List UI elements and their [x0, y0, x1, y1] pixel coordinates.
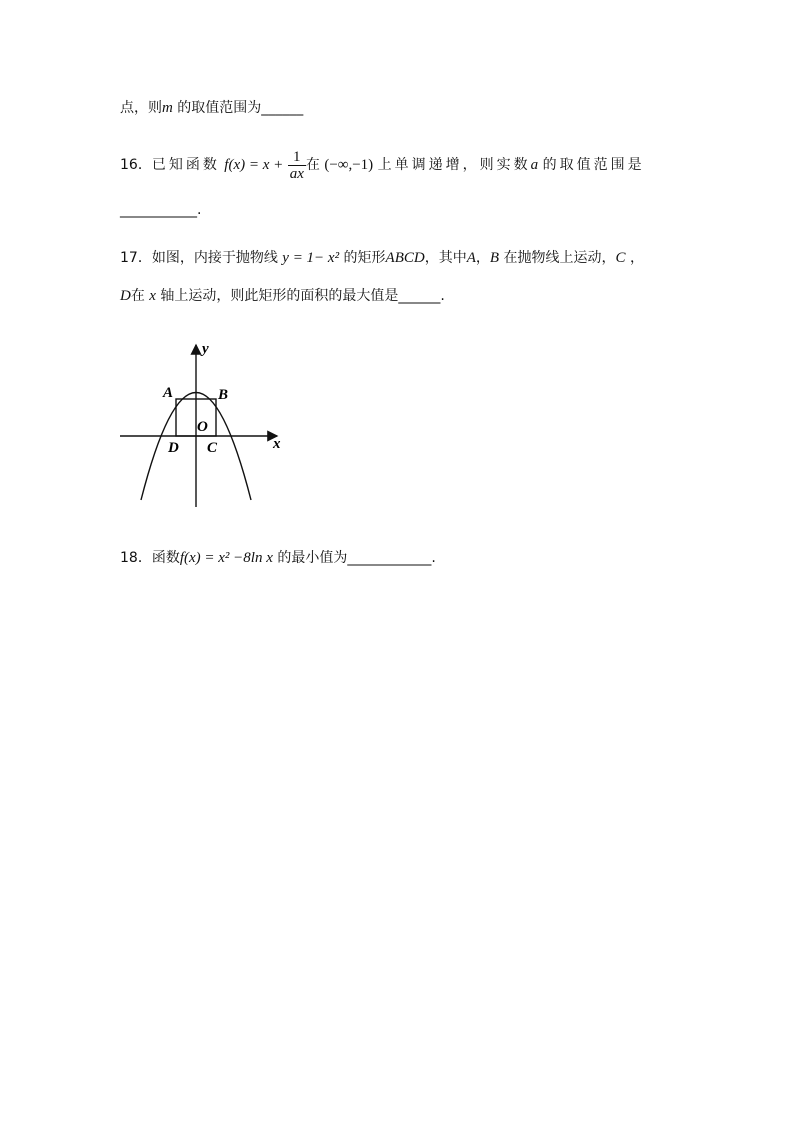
- q17-parabola: y = 1− x²: [282, 250, 340, 266]
- q17-figure: [115, 335, 295, 515]
- label-o: O: [197, 419, 208, 435]
- q16-fraction-numerator: 1: [288, 149, 306, 166]
- q17-point-c: C: [615, 250, 626, 266]
- q17-point-a: A: [466, 250, 476, 266]
- q16-number: 16．: [120, 157, 152, 173]
- q18-function: f(x) = x² −8ln x: [179, 550, 273, 566]
- q17-text-2: 的矩形: [343, 250, 386, 266]
- q15-text-1: 点，则: [120, 100, 162, 116]
- q17-point-d: D: [120, 288, 131, 304]
- q16-text-2: 在: [305, 157, 320, 173]
- q16-fraction: [288, 149, 306, 182]
- label-x: x: [273, 436, 281, 452]
- label-y: y: [202, 341, 209, 357]
- q17-text-4: 在抛物线上运动，: [503, 250, 616, 266]
- q17-text-1: 如图，内接于抛物线: [151, 250, 278, 266]
- q16-line-2: [120, 200, 201, 220]
- label-b: B: [218, 387, 229, 403]
- q17-rect: ABCD: [385, 250, 425, 266]
- q17-answer-blank[interactable]: ______.: [398, 288, 445, 304]
- q17-var-x: x: [149, 288, 156, 304]
- q16-answer-blank[interactable]: ___________.: [120, 202, 202, 218]
- q15-answer-blank[interactable]: ______: [261, 100, 304, 116]
- label-a: A: [163, 385, 174, 401]
- q18-text-1: 函数: [151, 550, 180, 566]
- label-c: C: [207, 440, 218, 456]
- q17-point-b: B: [489, 250, 500, 266]
- q15-var-m: m: [162, 100, 173, 116]
- q16-line-1: [120, 148, 645, 182]
- q16-fraction-denominator: ax: [289, 165, 304, 182]
- q18-answer-blank[interactable]: ____________.: [347, 550, 436, 566]
- q16-text-3: 上单调递增，则实数: [377, 157, 531, 173]
- q17-sep-1: ，: [475, 250, 490, 266]
- q17-line-2: [120, 286, 445, 306]
- q18-number: 18．: [120, 550, 152, 566]
- q16-var-a: a: [530, 157, 539, 173]
- q17-sep-2: ，: [629, 250, 644, 266]
- q17-number: 17．: [120, 250, 152, 266]
- q16-interval: (−∞,−1): [324, 157, 374, 173]
- q17-text-6: 轴上运动，则此矩形的面积的最大值是: [160, 288, 399, 304]
- q18-line: [120, 548, 436, 568]
- q15-text-2: 的取值范围为: [172, 100, 262, 116]
- q17-line-1: [120, 248, 644, 268]
- q15-tail-line: [120, 98, 303, 118]
- q17-text-3: ，其中: [424, 250, 467, 266]
- q18-text-2: 的最小值为: [277, 550, 348, 566]
- q16-text-1: 已知函数: [151, 157, 220, 173]
- q17-text-5: 在: [130, 288, 145, 304]
- q16-text-4: 的取值范围是: [542, 157, 645, 173]
- q16-function: f(x) = x +: [224, 157, 284, 173]
- label-d: D: [168, 440, 179, 456]
